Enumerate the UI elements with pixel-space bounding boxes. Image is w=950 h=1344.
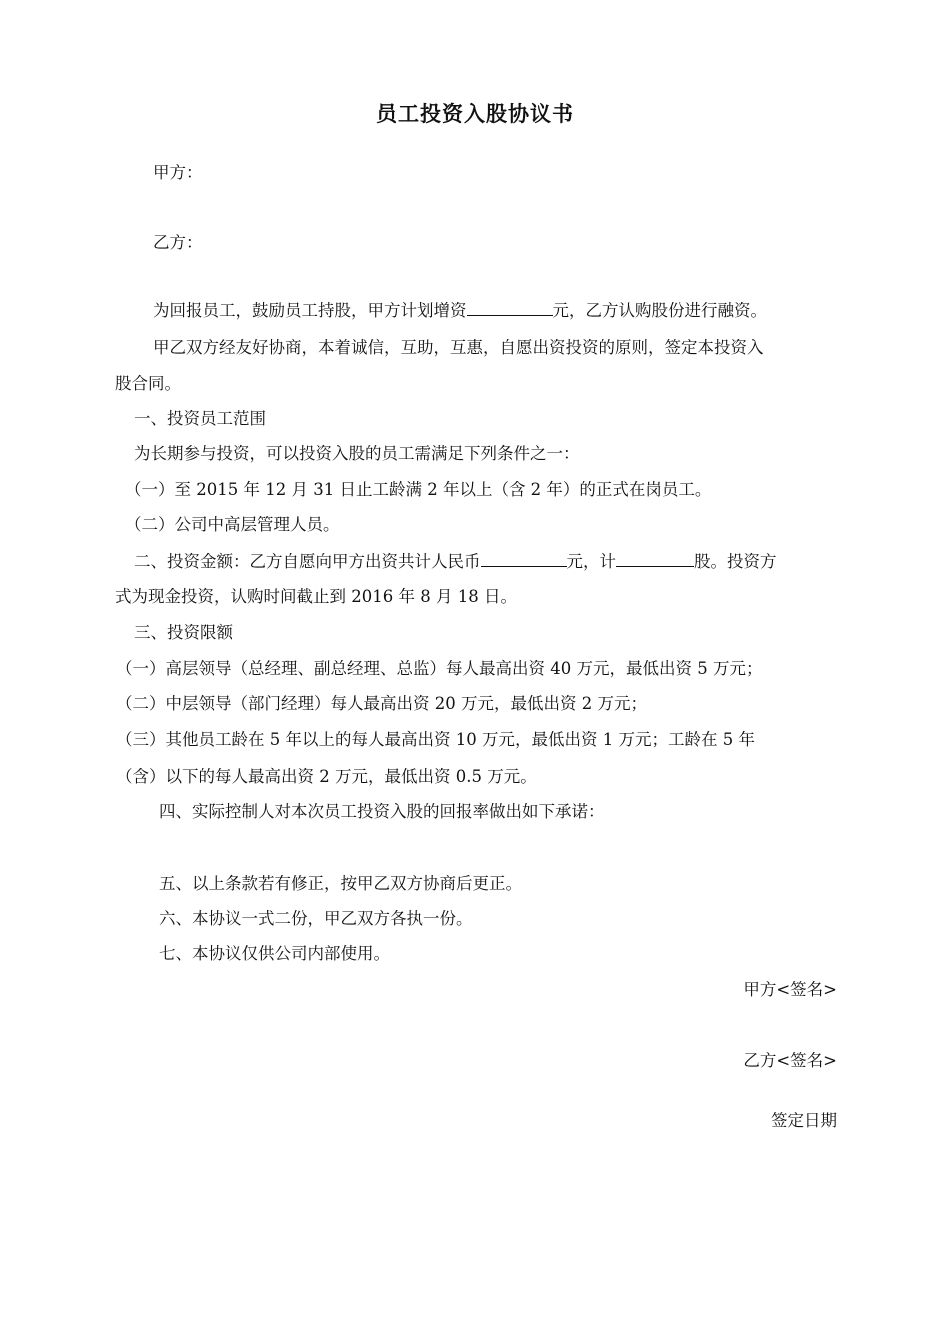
intro-paragraph-2-line-1: 甲乙双方经友好协商，本着诚信，互助，互惠，自愿出资投资的原则，签定本投资入 xyxy=(153,338,764,357)
investment-amount-blank xyxy=(481,550,567,567)
section-2-line-2: 式为现金投资，认购时间截止到 2016 年 8 月 18 日。 xyxy=(115,587,517,606)
section-1-item-1: （一）至 2015 年 12 月 31 日止工龄满 2 年以上（含 2 年）的正式在岗员工。 xyxy=(125,480,712,499)
intro-p1-pre: 为回报员工，鼓励员工持股，甲方计划增资 xyxy=(153,301,467,320)
signing-date: 签定日期 xyxy=(771,1111,837,1130)
capital-increase-blank xyxy=(467,299,553,316)
section-2-post: 股。投资方 xyxy=(694,552,777,571)
section-1-lead: 为长期参与投资，可以投资入股的员工需满足下列条件之一： xyxy=(134,444,580,463)
section-4: 四、实际控制人对本次员工投资入股的回报率做出如下承诺： xyxy=(159,802,605,821)
section-3-item-2: （二）中层领导（部门经理）每人最高出资 20 万元，最低出资 2 万元； xyxy=(116,694,647,713)
section-3-item-1: （一）高层领导（总经理、副总经理、总监）每人最高出资 40 万元，最低出资 5 万元； xyxy=(116,659,763,678)
document-title: 员工投资入股协议书 xyxy=(376,101,574,126)
section-3-item-3-line-2: （含）以下的每人最高出资 2 万元，最低出资 0.5 万元。 xyxy=(116,767,537,786)
party-b-label: 乙方： xyxy=(153,233,203,252)
section-7: 七、本协议仅供公司内部使用。 xyxy=(159,944,390,963)
section-3-heading: 三、投资限额 xyxy=(134,623,233,642)
section-1-heading: 一、投资员工范围 xyxy=(134,409,266,428)
section-3-item-3-line-1: （三）其他员工龄在 5 年以上的每人最高出资 10 万元，最低出资 1 万元；工龄在 5 年 xyxy=(116,730,755,749)
section-6: 六、本协议一式二份，甲乙双方各执一份。 xyxy=(159,909,473,928)
section-2-line-1 xyxy=(134,550,777,573)
section-2-pre: 二、投资金额：乙方自愿向甲方出资共计人民币 xyxy=(134,552,481,571)
share-count-blank xyxy=(616,550,694,567)
section-2-mid: 元，计 xyxy=(566,552,616,571)
section-5: 五、以上条款若有修正，按甲乙双方协商后更正。 xyxy=(159,874,522,893)
party-a-signature: 甲方<签名> xyxy=(743,980,837,999)
intro-p1-post: 元，乙方认购股份进行融资。 xyxy=(552,301,767,320)
party-b-signature: 乙方<签名> xyxy=(743,1051,837,1070)
section-1-item-2: （二）公司中高层管理人员。 xyxy=(125,515,340,534)
party-a-label: 甲方： xyxy=(153,163,203,182)
intro-paragraph-2-line-2: 股合同。 xyxy=(115,374,181,393)
intro-paragraph-1 xyxy=(153,299,767,322)
